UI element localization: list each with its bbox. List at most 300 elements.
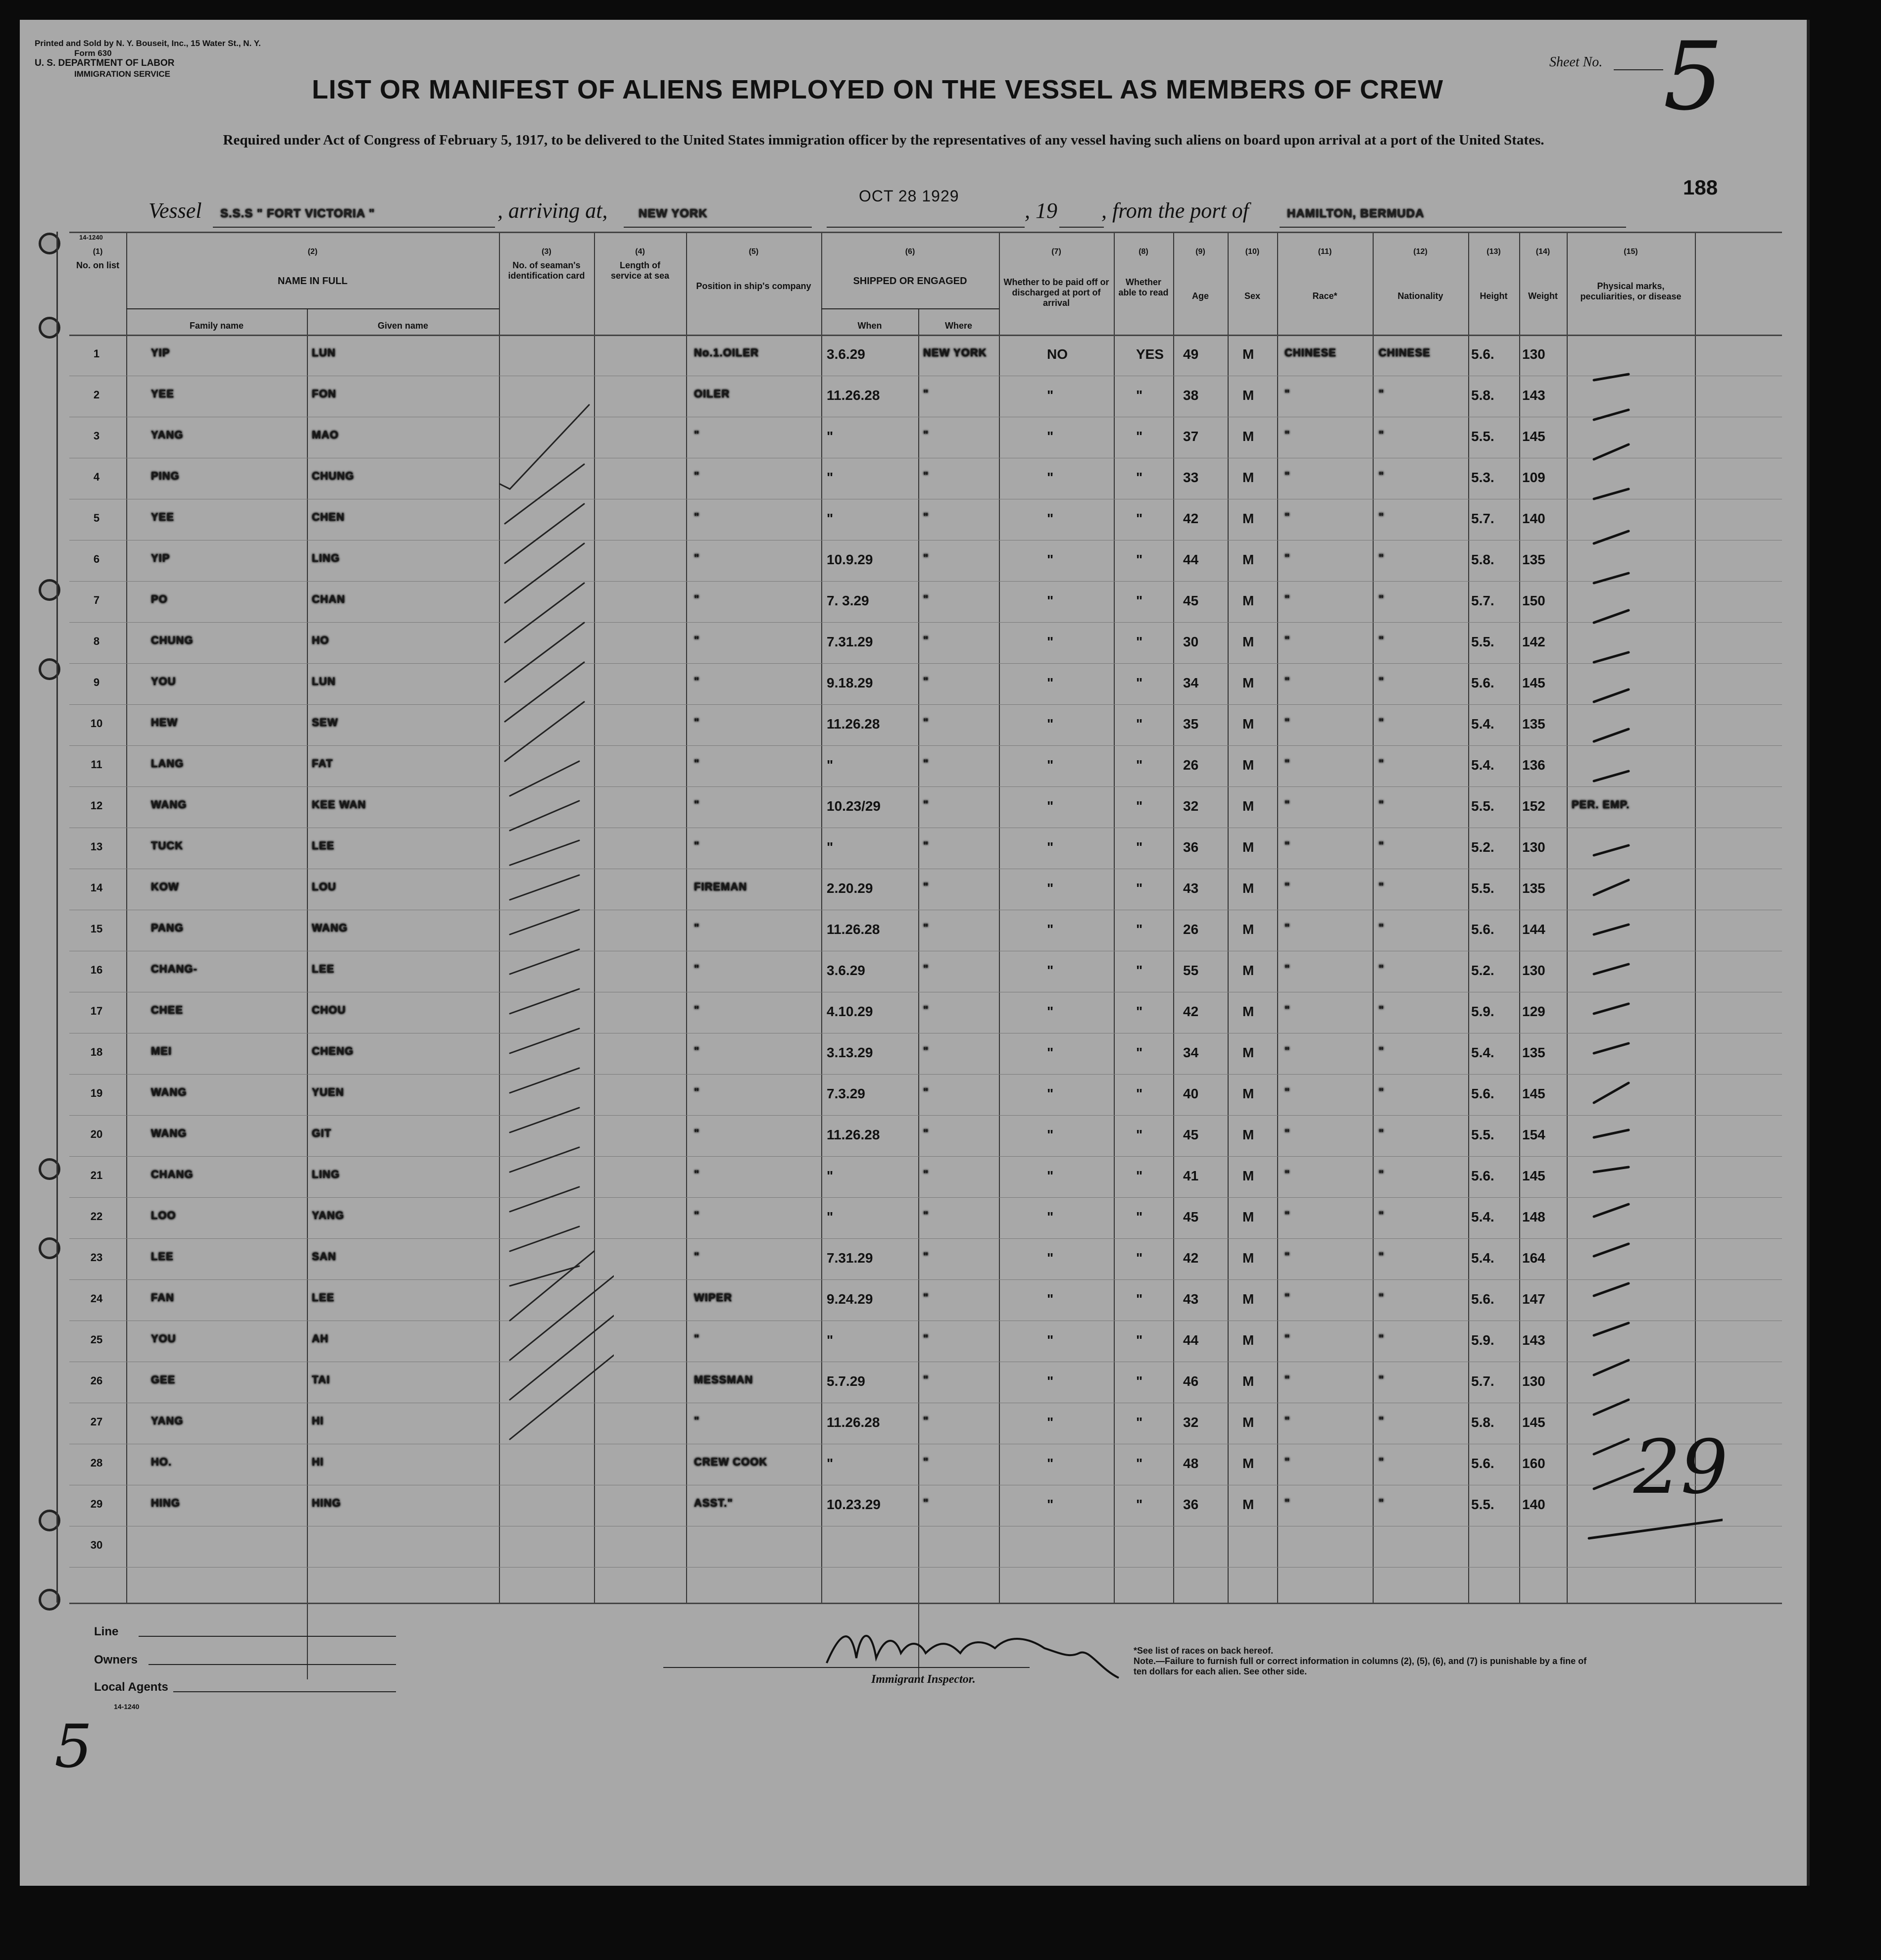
cell-weight: 135 [1522, 881, 1545, 896]
total-handwritten: 29 [1634, 1424, 1728, 1511]
cell-where: " [923, 675, 929, 687]
cell-race: " [1285, 716, 1290, 729]
row-number: 16 [90, 964, 103, 976]
cell-sex: M [1242, 1045, 1254, 1060]
col-num-14: (14) [1535, 247, 1550, 256]
cell-paid: " [1047, 593, 1054, 608]
cell-age: 45 [1183, 593, 1199, 608]
cell-age: 40 [1183, 1086, 1199, 1101]
cell-given: LOU [312, 881, 337, 893]
cell-given: HI [312, 1415, 324, 1427]
row-number: 15 [90, 923, 103, 935]
cell-race: " [1285, 1250, 1290, 1263]
cell-height: 5.8. [1471, 1415, 1494, 1430]
col-header-name: NAME IN FULL [277, 276, 348, 287]
cell-when: 11.26.28 [827, 1127, 880, 1142]
cell-nationality: " [1379, 1373, 1385, 1386]
cell-read: " [1136, 1168, 1143, 1183]
cell-nationality: " [1379, 1291, 1385, 1304]
row-number: 1 [93, 347, 100, 360]
cell-paid: " [1047, 388, 1054, 403]
local-agents-label: Local Agents [94, 1680, 168, 1694]
row-number: 23 [90, 1251, 103, 1264]
cell-position: " [694, 593, 700, 605]
owners-label: Owners [94, 1653, 138, 1666]
cell-weight: 109 [1522, 470, 1545, 485]
cell-family: LEE [151, 1250, 174, 1263]
cell-family: PANG [151, 922, 184, 934]
cell-age: 44 [1183, 1332, 1199, 1348]
races-note: *See list of races on back hereof. [1134, 1646, 1274, 1656]
cell-weight: 145 [1522, 1086, 1545, 1101]
cell-given: FON [312, 388, 337, 400]
cell-nationality: " [1379, 429, 1385, 441]
cell-family: GEE [151, 1373, 176, 1386]
cell-paid: " [1047, 1004, 1054, 1019]
cell-family: WANG [151, 1127, 187, 1139]
cell-family: HO. [151, 1456, 172, 1468]
cell-family: YOU [151, 1332, 176, 1345]
col-header-height: Height [1480, 291, 1508, 301]
col-header-sex: Sex [1244, 291, 1261, 301]
cell-family: CHUNG [151, 634, 194, 646]
cell-weight: 164 [1522, 1250, 1545, 1266]
cell-given: MAO [312, 429, 339, 441]
cell-where: " [923, 470, 929, 482]
from-port: HAMILTON, BERMUDA [1287, 207, 1425, 220]
col-num-8: (8) [1138, 247, 1148, 256]
cell-read: " [1136, 470, 1143, 485]
cell-race: " [1285, 922, 1290, 934]
cell-nationality: " [1379, 1004, 1385, 1016]
cell-read: " [1136, 757, 1143, 773]
cell-where: " [923, 798, 929, 811]
cell-paid: " [1047, 1373, 1054, 1389]
cell-sex: M [1242, 429, 1254, 444]
cell-sex: M [1242, 1209, 1254, 1225]
cell-height: 5.5. [1471, 1497, 1494, 1512]
col-header-family: Family name [189, 321, 244, 331]
cell-read: " [1136, 1497, 1143, 1512]
cell-position: No.1.OILER [694, 346, 759, 359]
from-label: , from the port of [1101, 198, 1249, 223]
cell-sex: M [1242, 798, 1254, 814]
col-header-id-card: No. of seaman's identification card [508, 260, 585, 281]
cell-sex: M [1242, 552, 1254, 567]
cell-height: 5.7. [1471, 593, 1494, 608]
row-number: 18 [90, 1046, 103, 1058]
cell-height: 5.5. [1471, 1127, 1494, 1142]
cell-nationality: " [1379, 1168, 1385, 1180]
cell-where: NEW YORK [923, 346, 987, 359]
cell-sex: M [1242, 1086, 1254, 1101]
cell-nationality: " [1379, 922, 1385, 934]
cell-given: TAI [312, 1373, 330, 1386]
cell-position: " [694, 470, 700, 482]
cell-where: " [923, 1497, 929, 1509]
cell-age: 30 [1183, 634, 1199, 649]
row-number: 8 [93, 635, 100, 647]
cell-paid: " [1047, 922, 1054, 937]
cell-paid: " [1047, 634, 1054, 649]
cell-position: FIREMAN [694, 881, 747, 893]
cell-read: " [1136, 1456, 1143, 1471]
cell-race: " [1285, 1168, 1290, 1180]
cell-race: " [1285, 1209, 1290, 1222]
cell-weight: 143 [1522, 388, 1545, 403]
cell-position: CREW COOK [694, 1456, 768, 1468]
col-header-weight: Weight [1528, 291, 1558, 301]
cell-height: 5.4. [1471, 757, 1494, 773]
col-num-12: (12) [1413, 247, 1428, 256]
cell-height: 5.8. [1471, 388, 1494, 403]
cell-given: SAN [312, 1250, 337, 1263]
cell-height: 5.6. [1471, 922, 1494, 937]
col-header-when: When [857, 321, 882, 331]
cell-family: HING [151, 1497, 180, 1509]
cell-sex: M [1242, 1415, 1254, 1430]
cell-where: " [923, 1086, 929, 1098]
cell-nationality: " [1379, 675, 1385, 687]
cell-nationality: " [1379, 716, 1385, 729]
row-number: 24 [90, 1292, 103, 1305]
cell-height: 5.3. [1471, 470, 1494, 485]
arriving-label: , arriving at, [497, 198, 608, 223]
cell-given: LUN [312, 675, 336, 687]
cell-height: 5.6. [1471, 346, 1494, 362]
cell-family: WANG [151, 1086, 187, 1098]
row-number: 4 [93, 471, 100, 483]
cell-family: HEW [151, 716, 178, 729]
cell-race: " [1285, 1373, 1290, 1386]
cell-given: CHUNG [312, 470, 354, 482]
cell-when: 3.6.29 [827, 346, 865, 362]
cell-sex: M [1242, 1332, 1254, 1348]
row-number: 19 [90, 1087, 103, 1099]
row-number: 2 [93, 389, 100, 401]
cell-sex: M [1242, 593, 1254, 608]
cell-sex: M [1242, 757, 1254, 773]
cell-read: " [1136, 798, 1143, 814]
cell-when: " [827, 429, 834, 444]
cell-age: 44 [1183, 552, 1199, 567]
cell-height: 5.4. [1471, 1250, 1494, 1266]
cell-where: " [923, 839, 929, 852]
cell-age: 43 [1183, 1291, 1199, 1307]
cell-paid: " [1047, 511, 1054, 526]
cell-when: 11.26.28 [827, 716, 880, 732]
col-num-7: (7) [1051, 247, 1061, 256]
cell-weight: 129 [1522, 1004, 1545, 1019]
line-label: Line [94, 1625, 119, 1638]
cell-race: " [1285, 963, 1290, 975]
cell-sex: M [1242, 922, 1254, 937]
cell-position: " [694, 1415, 700, 1427]
cell-given: CHOU [312, 1004, 346, 1016]
cell-paid: " [1047, 1209, 1054, 1225]
marks-dashes [1574, 341, 1723, 1726]
cell-nationality: " [1379, 1127, 1385, 1139]
cell-family: FAN [151, 1291, 174, 1304]
cell-height: 5.4. [1471, 1209, 1494, 1225]
cell-given: HING [312, 1497, 341, 1509]
cell-age: 36 [1183, 1497, 1199, 1512]
inspector-label: Immigrant Inspector. [871, 1673, 976, 1686]
cell-family: WANG [151, 798, 187, 811]
date-stamp: OCT 28 1929 [859, 187, 959, 205]
cell-height: 5.8. [1471, 552, 1494, 567]
cell-weight: 147 [1522, 1291, 1545, 1307]
cell-weight: 130 [1522, 346, 1545, 362]
col-num-5: (5) [748, 247, 759, 256]
cell-position: " [694, 429, 700, 441]
cell-when: " [827, 1168, 834, 1183]
cell-read: " [1136, 1004, 1143, 1019]
cell-weight: 143 [1522, 1332, 1545, 1348]
cell-sex: M [1242, 1373, 1254, 1389]
cell-read: " [1136, 839, 1143, 855]
cell-given: CHAN [312, 593, 346, 605]
cell-family: KOW [151, 881, 179, 893]
cell-when: 11.26.28 [827, 1415, 880, 1430]
row-number: 3 [93, 430, 100, 442]
cell-nationality: " [1379, 634, 1385, 646]
cell-read: " [1136, 922, 1143, 937]
cell-nationality: " [1379, 798, 1385, 811]
col-num-11: (11) [1318, 247, 1332, 256]
cell-position: " [694, 1127, 700, 1139]
cell-age: 46 [1183, 1373, 1199, 1389]
cell-race: CHINESE [1285, 346, 1336, 359]
cell-where: " [923, 1250, 929, 1263]
cell-age: 38 [1183, 388, 1199, 403]
cell-position: " [694, 1168, 700, 1180]
cell-nationality: " [1379, 511, 1385, 523]
cell-where: " [923, 1415, 929, 1427]
col-header-nationality: Nationality [1397, 291, 1443, 301]
cell-race: " [1285, 1497, 1290, 1509]
row-number: 21 [90, 1169, 103, 1181]
form-code-top: 14-1240 [79, 234, 103, 241]
cell-when: 7.31.29 [827, 1250, 873, 1266]
cell-where: " [923, 1209, 929, 1222]
cell-family: MEI [151, 1045, 172, 1057]
cell-weight: 145 [1522, 429, 1545, 444]
cell-weight: 135 [1522, 716, 1545, 732]
cell-given: LEE [312, 963, 335, 975]
cell-read: " [1136, 1086, 1143, 1101]
cell-height: 5.9. [1471, 1332, 1494, 1348]
cell-when: " [827, 1332, 834, 1348]
cell-race: " [1285, 593, 1290, 605]
cell-when: 10.9.29 [827, 552, 873, 567]
cell-where: " [923, 757, 929, 770]
row-number: 25 [90, 1333, 103, 1346]
cell-sex: M [1242, 1004, 1254, 1019]
cell-position: " [694, 511, 700, 523]
cell-paid: " [1047, 1332, 1054, 1348]
col-header-shipped: SHIPPED OR ENGAGED [853, 276, 967, 287]
col-header-race: Race* [1312, 291, 1337, 301]
cell-height: 5.4. [1471, 1045, 1494, 1060]
sheet-number: 5 [1663, 22, 1723, 131]
cell-race: " [1285, 798, 1290, 811]
cell-given: HO [312, 634, 329, 646]
cell-race: " [1285, 1086, 1290, 1098]
row-number: 9 [93, 676, 100, 688]
cell-sex: M [1242, 1497, 1254, 1512]
cell-given: SEW [312, 716, 339, 729]
cell-marks: PER. EMP. [1572, 798, 1630, 811]
cell-family: LOO [151, 1209, 176, 1222]
page-number: 188 [1683, 176, 1718, 199]
cell-position: " [694, 716, 700, 729]
col-num-6: (6) [905, 247, 915, 256]
cell-where: " [923, 511, 929, 523]
cell-nationality: " [1379, 757, 1385, 770]
cell-age: 34 [1183, 1045, 1199, 1060]
cell-given: KEE WAN [312, 798, 366, 811]
col-header-position: Position in ship's company [696, 281, 811, 291]
cell-paid: " [1047, 798, 1054, 814]
cell-family: YEE [151, 388, 175, 400]
cell-position: " [694, 1332, 700, 1345]
penalty-note: Note.—Failure to furnish full or correct information in columns (2), (5), (6), and (7) is punishable by a fine of ten dollars for each alien. See other side. [1134, 1656, 1587, 1676]
cell-position: " [694, 839, 700, 852]
cell-race: " [1285, 1291, 1290, 1304]
row-number: 22 [90, 1210, 103, 1223]
cell-paid: " [1047, 470, 1054, 485]
printer-line: Printed and Sold by N. Y. Bouseit, Inc., 15 Water St., N. Y. [35, 39, 261, 48]
cell-position: ASST." [694, 1497, 733, 1509]
cell-paid: " [1047, 1497, 1054, 1512]
cell-paid: " [1047, 963, 1054, 978]
cell-height: 5.2. [1471, 839, 1494, 855]
row-number: 17 [90, 1005, 103, 1017]
cell-position: " [694, 963, 700, 975]
cell-given: LING [312, 1168, 340, 1180]
cell-family: YANG [151, 1415, 184, 1427]
cell-weight: 150 [1522, 593, 1545, 608]
cell-race: " [1285, 1127, 1290, 1139]
cell-paid: " [1047, 1168, 1054, 1183]
cell-where: " [923, 1004, 929, 1016]
cell-when: 7.31.29 [827, 634, 873, 649]
cell-height: 5.6. [1471, 1456, 1494, 1471]
cell-position: " [694, 1209, 700, 1222]
cell-when: " [827, 1209, 834, 1225]
col-header-service: Length of service at sea [610, 260, 670, 281]
cell-weight: 152 [1522, 798, 1545, 814]
cell-weight: 148 [1522, 1209, 1545, 1225]
cell-nationality: " [1379, 593, 1385, 605]
cell-when: 3.13.29 [827, 1045, 873, 1060]
cell-given: FAT [312, 757, 333, 770]
cell-paid: " [1047, 1045, 1054, 1060]
cell-weight: 130 [1522, 1373, 1545, 1389]
cell-weight: 142 [1522, 634, 1545, 649]
row-number: 11 [91, 758, 102, 771]
cell-age: 26 [1183, 922, 1199, 937]
cell-given: GIT [312, 1127, 332, 1139]
department: U. S. DEPARTMENT OF LABOR [35, 58, 175, 68]
cell-paid: " [1047, 881, 1054, 896]
cell-age: 34 [1183, 675, 1199, 690]
cell-family: CHEE [151, 1004, 184, 1016]
cell-weight: 130 [1522, 839, 1545, 855]
cell-sex: M [1242, 1291, 1254, 1307]
required-text: Required under Act of Congress of February 5, 1917, to be delivered to the United States immigration officer by the representatives of any vessel having such aliens on board upon arrival at a port of the United States. [223, 132, 1544, 148]
cell-race: " [1285, 1456, 1290, 1468]
cell-race: " [1285, 1045, 1290, 1057]
cell-family: CHANG- [151, 963, 198, 975]
cell-position: " [694, 1004, 700, 1016]
cell-weight: 154 [1522, 1127, 1545, 1142]
cell-when: " [827, 511, 834, 526]
cell-given: LEE [312, 839, 335, 852]
cell-paid: NO [1047, 346, 1068, 362]
cell-nationality: " [1379, 881, 1385, 893]
cell-where: " [923, 1373, 929, 1386]
cell-sex: M [1242, 839, 1254, 855]
cell-paid: " [1047, 1127, 1054, 1142]
cell-nationality: " [1379, 1045, 1385, 1057]
cell-nationality: " [1379, 1086, 1385, 1098]
row-number: 28 [90, 1457, 103, 1469]
cell-height: 5.4. [1471, 716, 1494, 732]
col-header-given: Given name [377, 321, 429, 331]
cell-position: " [694, 552, 700, 564]
cell-when: 5.7.29 [827, 1373, 865, 1389]
cell-age: 37 [1183, 429, 1199, 444]
cell-sex: M [1242, 675, 1254, 690]
cell-weight: 140 [1522, 1497, 1545, 1512]
cell-read: " [1136, 963, 1143, 978]
col-header-no: No. on list [76, 260, 119, 270]
cell-height: 5.5. [1471, 798, 1494, 814]
cell-where: " [923, 1332, 929, 1345]
cell-where: " [923, 1291, 929, 1304]
row-number: 13 [90, 840, 103, 853]
col-num-15: (15) [1624, 247, 1638, 256]
col-header-paid-off: Whether to be paid off or discharged at port of arrival [1003, 277, 1109, 308]
cell-read: " [1136, 1291, 1143, 1307]
col-num-4: (4) [635, 247, 645, 256]
cell-height: 5.2. [1471, 963, 1494, 978]
cell-read: " [1136, 1209, 1143, 1225]
row-number: 6 [93, 553, 100, 565]
cell-paid: " [1047, 429, 1054, 444]
cell-when: 2.20.29 [827, 881, 873, 896]
form-number: Form 630 [74, 49, 112, 58]
cell-when: 11.26.28 [827, 388, 880, 403]
cell-family: YIP [151, 346, 170, 359]
cell-read: " [1136, 1045, 1143, 1060]
cell-given: CHENG [312, 1045, 354, 1057]
handwritten-page-number: 5 [54, 1713, 93, 1781]
cell-where: " [923, 1168, 929, 1180]
cell-age: 45 [1183, 1209, 1199, 1225]
cell-height: 5.5. [1471, 881, 1494, 896]
cell-race: " [1285, 552, 1290, 564]
row-number: 26 [90, 1374, 103, 1387]
cell-when: 7. 3.29 [827, 593, 869, 608]
cell-nationality: " [1379, 1415, 1385, 1427]
cell-where: " [923, 716, 929, 729]
cell-given: YUEN [312, 1086, 345, 1098]
cell-height: 5.6. [1471, 1291, 1494, 1307]
cell-height: 5.9. [1471, 1004, 1494, 1019]
